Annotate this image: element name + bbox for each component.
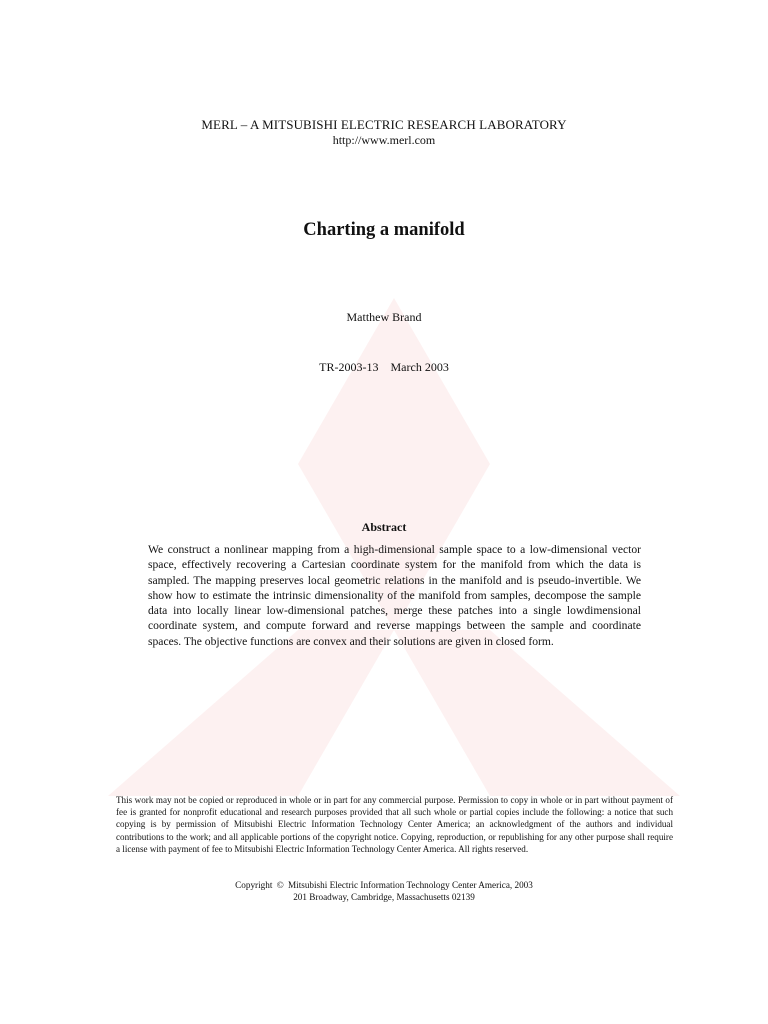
copyright-notice: This work may not be copied or reproduced in whole or in part for any commercial purpose. Permission to copy in whole or in part without payment of fee is granted for nonprofit educational and research purposes provided that all such whole or partial copies include the following: a notice that such copying is by permission of Mitsubishi Electric Information Technology Center America; an acknowledgment of the authors and individual contributions to the work; and all applicable portions of the copyright notice. Copying, reproduction, or republishing for any other purpose shall require a license with payment of fee to Mitsubishi Electric Information Technology Center America. All rights reserved. — [116, 795, 673, 854]
copyright-line — [0, 879, 768, 891]
paper-title: Charting a manifold — [303, 220, 465, 240]
abstract-heading: Abstract — [361, 520, 407, 534]
lab-name: MERL – A MITSUBISHI ELECTRIC RESEARCH LABORATORY — [201, 117, 567, 132]
author-name: Matthew Brand — [346, 310, 422, 324]
report-number: TR-2003-13 — [319, 360, 379, 374]
copyright-symbol: © — [276, 880, 284, 890]
lab-url[interactable]: http://www.merl.com — [332, 133, 436, 147]
report-date: March 2003 — [390, 360, 449, 374]
copyright-holder: Mitsubishi Electric Information Technology Center America, 2003 — [287, 880, 533, 890]
abstract-body: We construct a nonlinear mapping from a high-dimensional sample space to a low-dimensional vector space, effectively recovering a Cartesian coordinate system for the manifold from which the data is sampled. The mapping preserves local geometric relations in the manifold and is pseudo-invertible. We show how to estimate the intrinsic dimensionality of the manifold from samples, decompose the sample data into locally linear low-dimensional patches, merge these patches into a single lowdimensional coordinate system, and compute forward and reverse mappings between the sample and coordinate spaces. The objective functions are convex and their solutions are given in closed form. — [148, 543, 641, 648]
report-info — [0, 360, 768, 375]
copyright-prefix: Copyright — [235, 880, 273, 890]
address-line: 201 Broadway, Cambridge, Massachusetts 02139 — [293, 892, 475, 902]
